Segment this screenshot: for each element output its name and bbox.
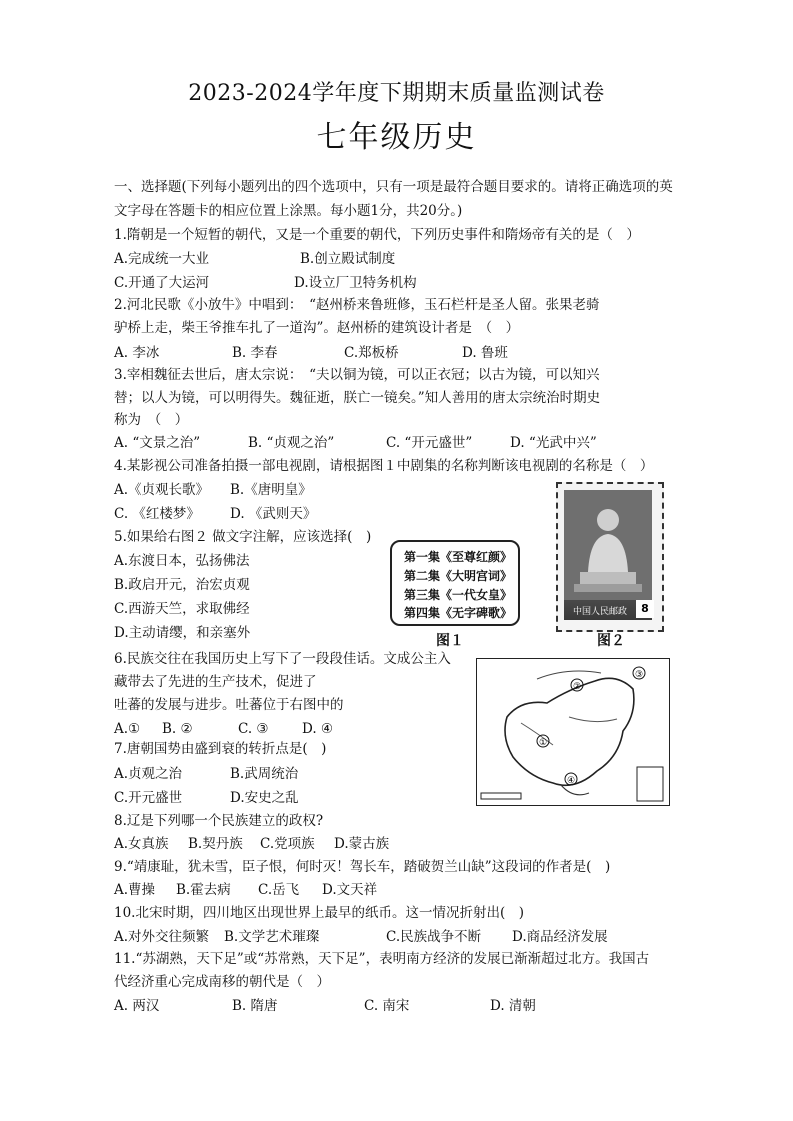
q5-option-a: A.东渡日本，弘扬佛法 <box>114 553 250 569</box>
q10-stem: 10.北宋时期，四川地区出现世界上最早的纸币。这一情况折射出( ) <box>114 905 525 921</box>
q4-stem: 4.某影视公司准备拍摄一部电视剧，请根据图１中剧集的名称判断该电视剧的名称是（ ） <box>114 458 654 474</box>
q6-option-c: C. ③ <box>238 721 269 737</box>
q9-option-b: B.霍去病 <box>176 882 231 898</box>
q10-option-b: B.文学艺术璀璨 <box>224 929 320 945</box>
q5-option-b: B.政启开元，治宏贞观 <box>114 577 250 593</box>
exam-title: 2023-2024学年度下期期末质量监测试卷 <box>188 81 605 106</box>
q1-option-a: A.完成统一大业 <box>114 251 210 267</box>
q4-option-d: D. 《武则天》 <box>230 506 317 522</box>
q2-option-d: D. 鲁班 <box>462 345 508 361</box>
q2-option-a: A. 李冰 <box>114 345 160 361</box>
q8-option-c: C.党项族 <box>260 836 315 852</box>
stamp-label: 中国人民邮政 <box>573 607 628 617</box>
q11-option-a: A. 两汉 <box>114 998 160 1014</box>
q10-option-c: C.民族战争不断 <box>386 929 482 945</box>
q8-option-a: A.女真族 <box>114 836 169 852</box>
q11-stem-line2: 代经济重心完成南移的朝代是（ ） <box>114 974 330 990</box>
q2-stem-line1: 2.河北民歌《小放牛》中唱到： “赵州桥来鲁班修，玉石栏杆是圣人留。张果老骑 <box>114 297 600 313</box>
q2-stem-line2: 驴桥上走，柴王爷推车扎了一道沟”。赵州桥的建筑设计者是 （ ） <box>114 320 520 336</box>
q2-option-c: C.郑板桥 <box>344 345 399 361</box>
q3-stem-line1: 3.宰相魏征去世后，唐太宗说： “夫以铜为镜，可以正衣冠；以古为镜，可以知兴 <box>114 367 600 383</box>
q11-option-b: B. 隋唐 <box>232 998 278 1014</box>
q5-option-c: C.西游天竺，求取佛经 <box>114 601 250 617</box>
q4-option-b: B.《唐明皇》 <box>230 482 312 498</box>
episode-item: 第一集《至尊红颜》 <box>404 550 513 564</box>
stamp-value: 8 <box>636 600 654 618</box>
q7-option-a: A.贞观之治 <box>114 766 183 782</box>
q11-stem-line1: 11.“苏湖熟，天下足”或“苏常熟，天下足”，表明南方经济的发展已渐渐超过北方。我国古 <box>114 951 650 967</box>
q11-option-d: D. 清朝 <box>490 998 536 1014</box>
stamp-image <box>564 490 652 620</box>
figure1-caption: 图１ <box>436 633 464 649</box>
q6-option-b: B. ② <box>162 721 193 737</box>
figure2-stamp <box>556 482 664 632</box>
q9-option-c: C.岳飞 <box>258 882 300 898</box>
q3-stem-line2: 替；以人为镜，可以明得失。魏征逝，朕亡一镜矣。”知人善用的唐太宗统治时期史 <box>114 390 601 406</box>
episode-item: 第二集《大明宫词》 <box>404 569 513 583</box>
figure1-episode-list <box>384 530 524 630</box>
q1-option-c: C.开通了大运河 <box>114 275 210 291</box>
q1-option-d: D.设立厂卫特务机构 <box>294 275 417 291</box>
q7-option-c: C.开元盛世 <box>114 790 183 806</box>
q9-option-a: A.曹操 <box>114 882 156 898</box>
q7-stem: 7.唐朝国势由盛到衰的转折点是( ) <box>114 741 327 757</box>
q6-stem-line2: 藏带去了先进的生产技术，促进了 <box>114 674 317 690</box>
episode-item: 第三集《一代女皇》 <box>404 588 513 602</box>
map-drawing <box>477 659 669 805</box>
q6-stem-line1: 6.民族交往在我国历史上写下了一段段佳话。文成公主入 <box>114 651 451 667</box>
q9-option-d: D.文天祥 <box>322 882 378 898</box>
q2-option-b: B. 李春 <box>232 345 278 361</box>
q6-option-a: A.① <box>114 721 141 737</box>
q4-option-c: C. 《红楼梦》 <box>114 506 200 522</box>
q1-option-b: B.创立殿试制度 <box>300 251 396 267</box>
q4-option-a: A.《贞观长歌》 <box>114 482 210 498</box>
monk-figure-icon <box>564 490 652 600</box>
q5-option-d: D.主动请缨，和亲塞外 <box>114 625 251 641</box>
q3-option-c: C. “开元盛世” <box>386 435 473 451</box>
q7-option-d: D.安史之乱 <box>230 790 299 806</box>
figure2-caption: 图２ <box>597 633 625 649</box>
q9-stem: 9.“靖康耻，犹未雪，臣子恨，何时灭！驾长车，踏破贺兰山缺”这段词的作者是( ) <box>114 859 611 875</box>
q10-option-d: D.商品经济发展 <box>512 929 608 945</box>
tang-map <box>476 658 670 806</box>
section-intro-line1: 一、选择题(下列每小题列出的四个选项中，只有一项是最符合题目要求的。请将正确选项的英 <box>114 179 673 195</box>
q3-stem-line3: 称为 （ ） <box>114 412 189 428</box>
map-marker-4: ④ <box>567 776 576 786</box>
episode-item: 第四集《无字碑歌》 <box>404 606 513 620</box>
q10-option-a: A.对外交往频繁 <box>114 929 210 945</box>
q8-option-b: B.契丹族 <box>188 836 243 852</box>
q6-option-d: D. ④ <box>302 721 334 737</box>
q5-stem: 5.如果给右图２ 做文字注解，应该选择( ) <box>114 529 372 545</box>
map-marker-3: ③ <box>635 670 644 680</box>
q7-option-b: B.武周统治 <box>230 766 299 782</box>
q3-option-b: B. “贞观之治” <box>248 435 335 451</box>
q8-option-d: D.蒙古族 <box>334 836 390 852</box>
q1-stem: 1.隋朝是一个短暂的朝代，又是一个重要的朝代，下列历史事件和隋炀帝有关的是（ ） <box>114 227 640 243</box>
map-marker-1: ① <box>539 738 548 748</box>
map-marker-2: ② <box>573 682 582 692</box>
section-intro-line2: 文字母在答题卡的相应位置上涂黑。每小题1分，共20分。) <box>114 203 463 219</box>
q6-stem-line3: 吐蕃的发展与进步。吐蕃位于右图中的 <box>114 697 344 713</box>
q3-option-d: D. “光武中兴” <box>510 435 597 451</box>
episode-box <box>390 540 520 626</box>
exam-subject: 七年级历史 <box>316 120 477 155</box>
q8-stem: 8.辽是下列哪一个民族建立的政权? <box>114 813 324 829</box>
q11-option-c: C. 南宋 <box>364 998 410 1014</box>
q3-option-a: A. “文景之治” <box>114 435 201 451</box>
